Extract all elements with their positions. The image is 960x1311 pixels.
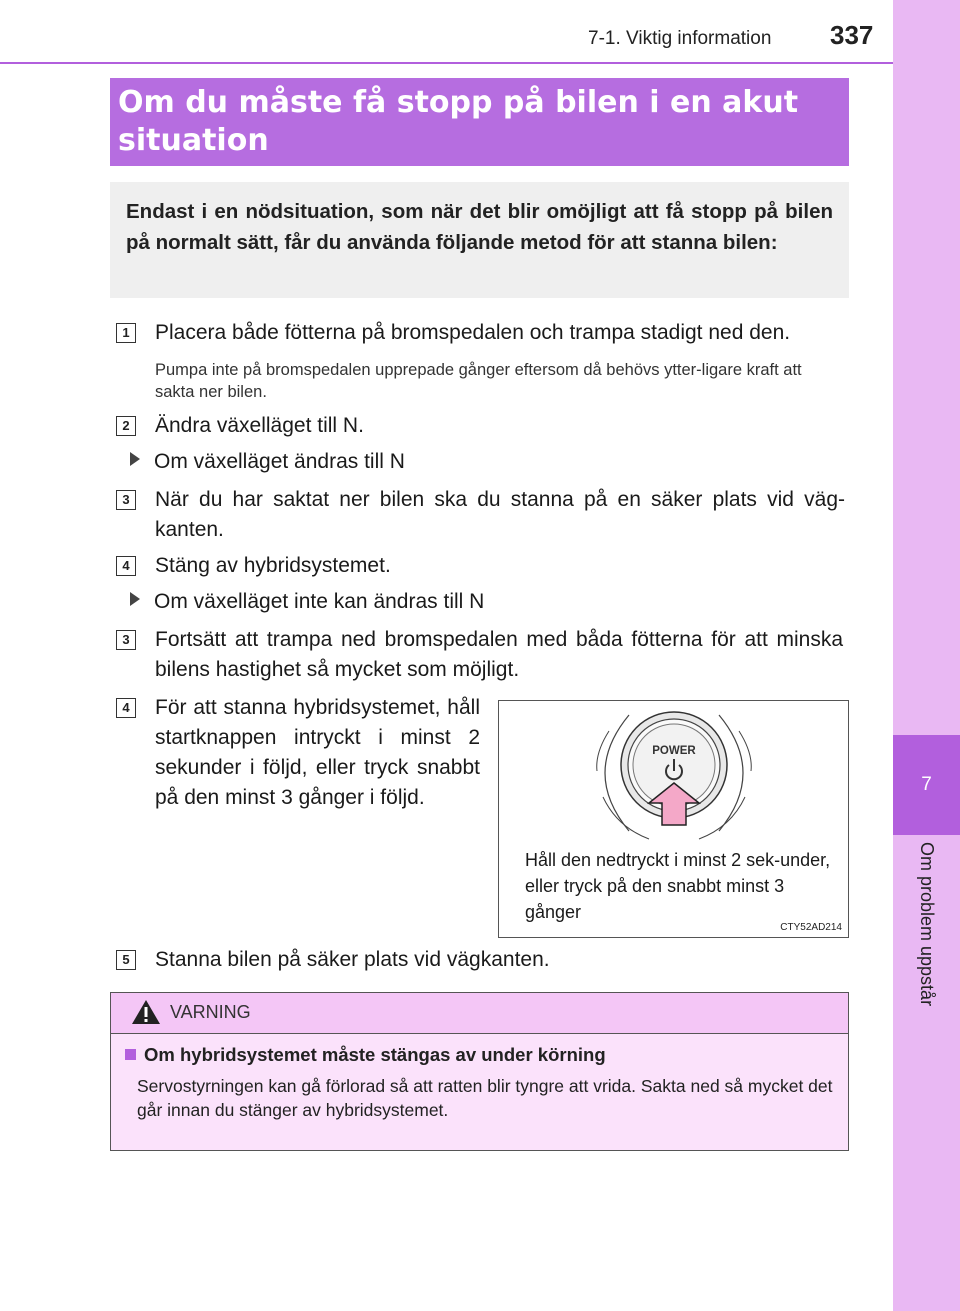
figure-code: CTY52AD214	[780, 922, 842, 933]
triangle-bullet-icon	[130, 452, 140, 466]
chapter-title: Om problem uppstår	[917, 842, 937, 1007]
step-text: För att stanna hybridsystemet, håll startknappen intryckt i minst 2 sekunder i följd, eller tryck snabbt på den minst 3 gånger i följd.	[155, 696, 480, 809]
condition-text: Om växelläget ändras till N	[154, 450, 405, 473]
step-number: 1	[116, 323, 136, 343]
warning-header	[111, 993, 848, 1034]
warning-text: Servostyrningen kan gå förlorad så att ratten blir tyngre att vrida. Sakta ned så mycket det går innan du stänger av hybridsystemet.	[137, 1076, 833, 1120]
square-bullet-icon	[125, 1049, 136, 1060]
power-button-label: POWER	[652, 745, 696, 757]
step-number: 3	[116, 630, 136, 650]
step-text: Fortsätt att trampa ned bromspedalen med båda fötterna för att minska bilens hastighet så mycket som möjligt.	[155, 628, 843, 681]
step-text: Placera både fötterna på bromspedalen och trampa stadigt ned den.	[155, 321, 791, 344]
section-title-line1: Om du måste få stopp på bilen i en akut	[118, 85, 799, 120]
condition-item	[130, 587, 484, 617]
figure-caption: Håll den nedtryckt i minst 2 sek-under, eller tryck på den snabbt minst 3 gånger	[525, 850, 831, 922]
power-button-illustration	[499, 701, 848, 841]
running-header-section: 7-1. Viktig information	[588, 28, 772, 49]
step-number: 4	[116, 698, 136, 718]
condition-item	[130, 447, 405, 477]
step-text: Ändra växelläget till N.	[155, 414, 364, 437]
step-number: 3	[116, 490, 136, 510]
warning-title-text: Om hybridsystemet måste stängas av under körning	[144, 1044, 606, 1065]
step-text: När du har saktat ner bilen ska du stanna på en säker plats vid väg-kanten.	[155, 488, 845, 541]
step-text: Stanna bilen på säker plats vid vägkanten.	[155, 948, 550, 971]
power-button-figure	[498, 700, 849, 938]
intro-text: Endast i en nödsituation, som när det blir omöjligt att få stopp på bilen på normalt sätt, får du använda följande metod för att stanna bilen:	[110, 182, 849, 298]
page-number: 337	[830, 20, 874, 50]
condition-text: Om växelläget inte kan ändras till N	[154, 590, 485, 613]
step-note: Pumpa inte på bromspedalen upprepade gånger eftersom då behövs ytter-ligare kraft att sakta ner bilen.	[155, 361, 802, 401]
header-divider	[0, 62, 893, 64]
warning-body	[111, 1034, 848, 1150]
warning-title	[125, 1044, 606, 1066]
step-number: 2	[116, 416, 136, 436]
warning-triangle-icon	[131, 998, 161, 1026]
section-title-line2: situation	[118, 123, 269, 158]
chapter-number: 7	[893, 735, 960, 835]
triangle-bullet-icon	[130, 592, 140, 606]
chapter-side-tab	[893, 0, 960, 1311]
warning-label: VARNING	[170, 1002, 251, 1022]
step-number: 4	[116, 556, 136, 576]
step-number: 5	[116, 950, 136, 970]
section-title-box	[110, 78, 849, 166]
step-text: Stäng av hybridsystemet.	[155, 554, 391, 577]
warning-box	[110, 992, 849, 1151]
